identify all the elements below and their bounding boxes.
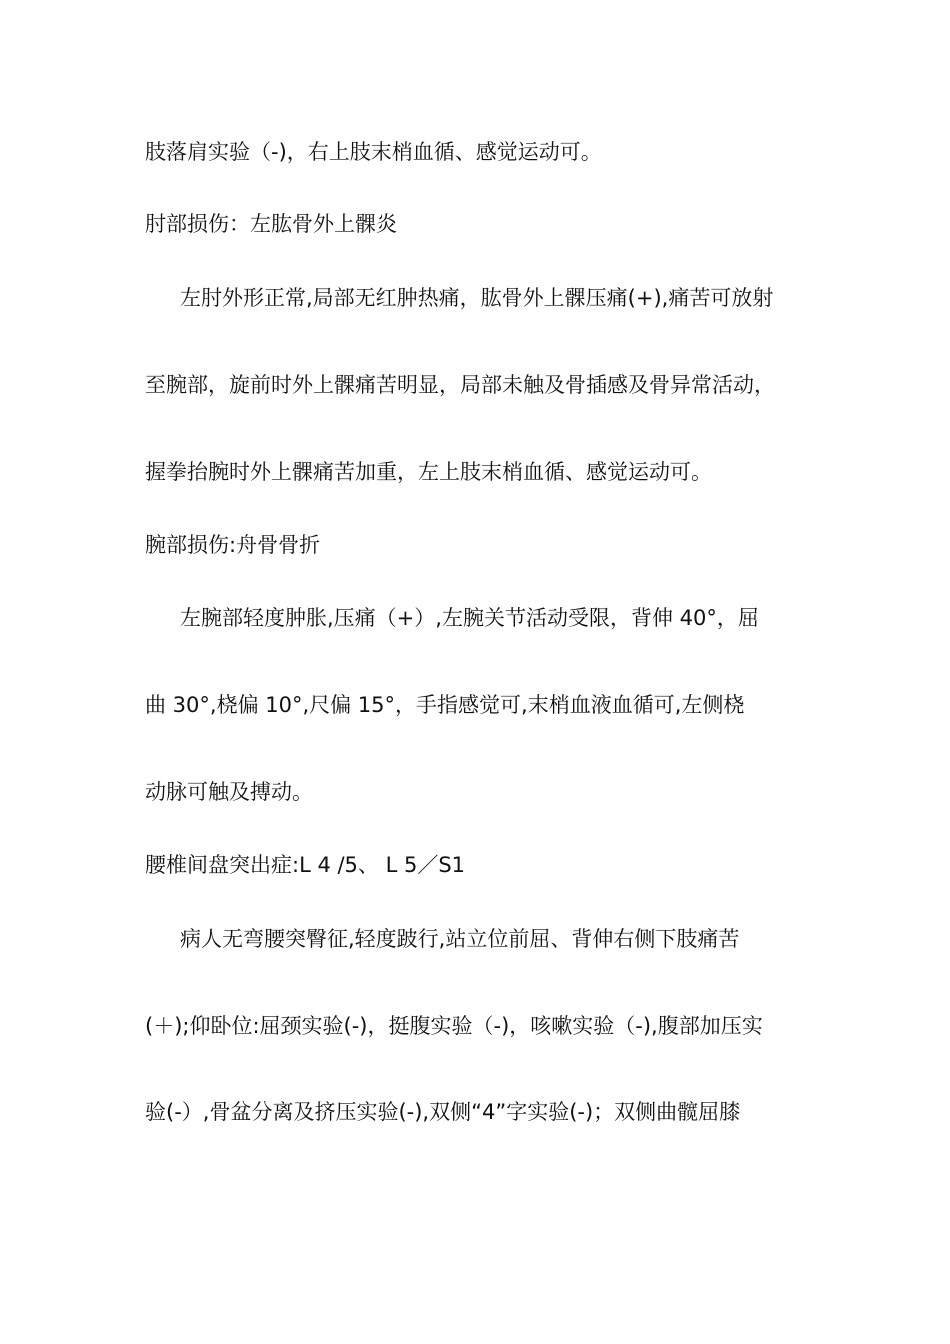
text-line-5: 握拳抬腕时外上髁痛苦加重，左上肢末梢血循、感觉运动可。 [145, 460, 712, 484]
text-line-11: 病人无弯腰突臀征,轻度跛行,站立位前屈、背伸右侧下肢痛苦 [180, 927, 740, 951]
section-heading-wrist: 腕部损伤:舟骨骨折 [145, 533, 321, 557]
text-line-3: 左肘外形正常,局部无红肿热痛，肱骨外上髁压痛(+),痛苦可放射 [180, 286, 774, 310]
text-line-9: 动脉可触及搏动。 [145, 780, 313, 804]
text-line-8: 曲 30°,桡偏 10°,尺偏 15°，手指感觉可,末梢血液血循可,左侧桡 [145, 693, 745, 717]
section-heading-elbow: 肘部损伤：左肱骨外上髁炎 [145, 212, 397, 236]
text-line-12: (＋);仰卧位:屈颈实验(-)，挺腹实验（-)，咳嗽实验（-),腹部加压实 [145, 1014, 763, 1038]
text-line-13: 验(-）,骨盆分离及挤压实验(-),双侧“4”字实验(-)；双侧曲髋屈膝 [145, 1100, 741, 1124]
text-line-1: 肢落肩实验（-)，右上肢末梢血循、感觉运动可。 [145, 140, 602, 164]
section-heading-lumbar: 腰椎间盘突出症:L 4 /5、 L 5／S1 [145, 853, 466, 877]
text-line-7: 左腕部轻度肿胀,压痛（+）,左腕关节活动受限，背伸 40°，屈 [180, 606, 759, 630]
text-line-4: 至腕部，旋前时外上髁痛苦明显，局部未触及骨插感及骨异常活动， [145, 373, 775, 397]
